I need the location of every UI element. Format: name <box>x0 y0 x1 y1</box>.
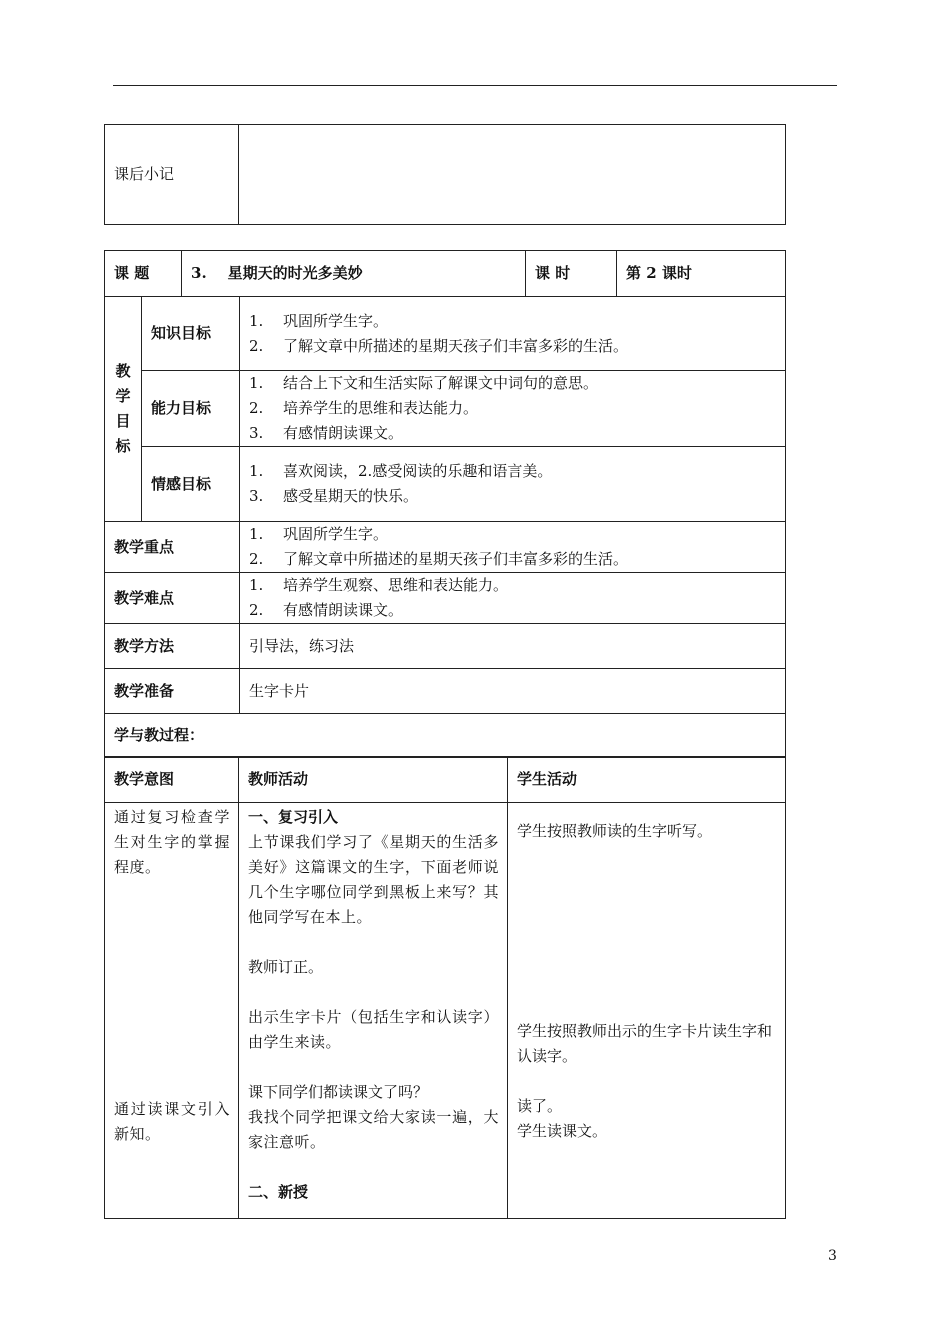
list-item: 1. 喜欢阅读，2.感受阅读的乐趣和语言美。 <box>249 462 553 480</box>
emotion-label: 情感目标 <box>142 447 240 522</box>
column-header-teacher: 教师活动 <box>239 757 508 803</box>
prep-value: 生字卡片 <box>240 669 786 714</box>
objectives-label-char: 学 <box>115 387 131 405</box>
teacher-para: 课下同学们都读课文了吗？ <box>248 1083 429 1101</box>
topic-label: 课 题 <box>105 251 182 297</box>
process-table <box>104 756 786 1219</box>
student-para: 读了。 <box>517 1097 563 1115</box>
lesson-plan-table <box>104 250 786 758</box>
teacher-para: 上节课我们学习了《星期天的生活多美好》这篇课文的生字，下面老师说几个生字哪位同学到黑板上来写？其他同学写在本上。 <box>248 833 499 926</box>
section-new-heading: 二、新授 <box>248 1183 309 1201</box>
objectives-label-char: 教 <box>115 362 131 380</box>
knowledge-label: 知识目标 <box>142 297 240 371</box>
list-item: 1. 培养学生观察、思维和表达能力。 <box>249 576 509 594</box>
list-item: 3. 有感情朗读课文。 <box>249 424 404 442</box>
method-label: 教学方法 <box>105 624 240 669</box>
key-points-items <box>240 522 786 573</box>
list-item: 1. 结合上下文和生活实际了解课文中词句的意思。 <box>249 374 599 392</box>
process-label: 学与教过程： <box>105 714 786 758</box>
column-header-intent: 教学意图 <box>105 757 239 803</box>
student-column <box>508 803 786 1219</box>
period-label: 课 时 <box>526 251 617 297</box>
list-item: 1. 巩固所学生字。 <box>249 311 389 330</box>
section-review-heading: 一、复习引入 <box>248 808 339 826</box>
list-item: 2. 有感情朗读课文。 <box>249 601 404 619</box>
topic-title: 星期天的时光多美妙 <box>227 264 363 282</box>
list-item: 2. 了解文章中所描述的星期天孩子们丰富多彩的生活。 <box>249 336 629 355</box>
page-number: 3 <box>828 1248 837 1264</box>
objectives-label-char: 目 <box>115 412 131 430</box>
difficulties-items <box>240 573 786 624</box>
header-rule <box>113 85 837 86</box>
student-para: 学生读课文。 <box>517 1122 608 1140</box>
intent-column <box>105 803 239 1219</box>
student-para: 学生按照教师出示的生字卡片读生字和认读字。 <box>517 1022 773 1065</box>
notes-content <box>239 125 786 225</box>
column-header-student: 学生活动 <box>508 757 786 803</box>
difficulties-label: 教学难点 <box>105 573 240 624</box>
knowledge-items <box>240 297 786 371</box>
emotion-items <box>240 447 786 522</box>
list-item: 3. 感受星期天的快乐。 <box>249 487 419 505</box>
intent-2: 通过读课文引入新知。 <box>114 1100 230 1143</box>
period-value: 第 2 课时 <box>617 251 786 297</box>
topic-number: 3. <box>191 264 207 282</box>
objectives-label <box>105 297 142 522</box>
prep-label: 教学准备 <box>105 669 240 714</box>
objectives-label-char: 标 <box>115 437 131 455</box>
list-item: 2. 培养学生的思维和表达能力。 <box>249 399 479 417</box>
ability-items <box>240 371 786 447</box>
teacher-column <box>239 803 508 1219</box>
notes-table <box>104 124 786 225</box>
notes-label: 课后小记 <box>105 125 239 225</box>
topic-title-cell <box>182 251 526 297</box>
objectives-label-text <box>105 359 141 459</box>
ability-label: 能力目标 <box>142 371 240 447</box>
method-value: 引导法，练习法 <box>240 624 786 669</box>
teacher-para: 我找个同学把课文给大家读一遍，大家注意听。 <box>248 1108 499 1151</box>
student-para: 学生按照教师读的生字听写。 <box>517 822 713 840</box>
list-item: 1. 巩固所学生字。 <box>249 525 389 543</box>
key-points-label: 教学重点 <box>105 522 240 573</box>
teacher-para: 教师订正。 <box>248 958 324 976</box>
intent-1: 通过复习检查学生对生字的掌握程度。 <box>114 808 230 876</box>
teacher-para: 出示生字卡片（包括生字和认读字）由学生来读。 <box>248 1008 499 1051</box>
list-item: 2. 了解文章中所描述的星期天孩子们丰富多彩的生活。 <box>249 550 629 568</box>
